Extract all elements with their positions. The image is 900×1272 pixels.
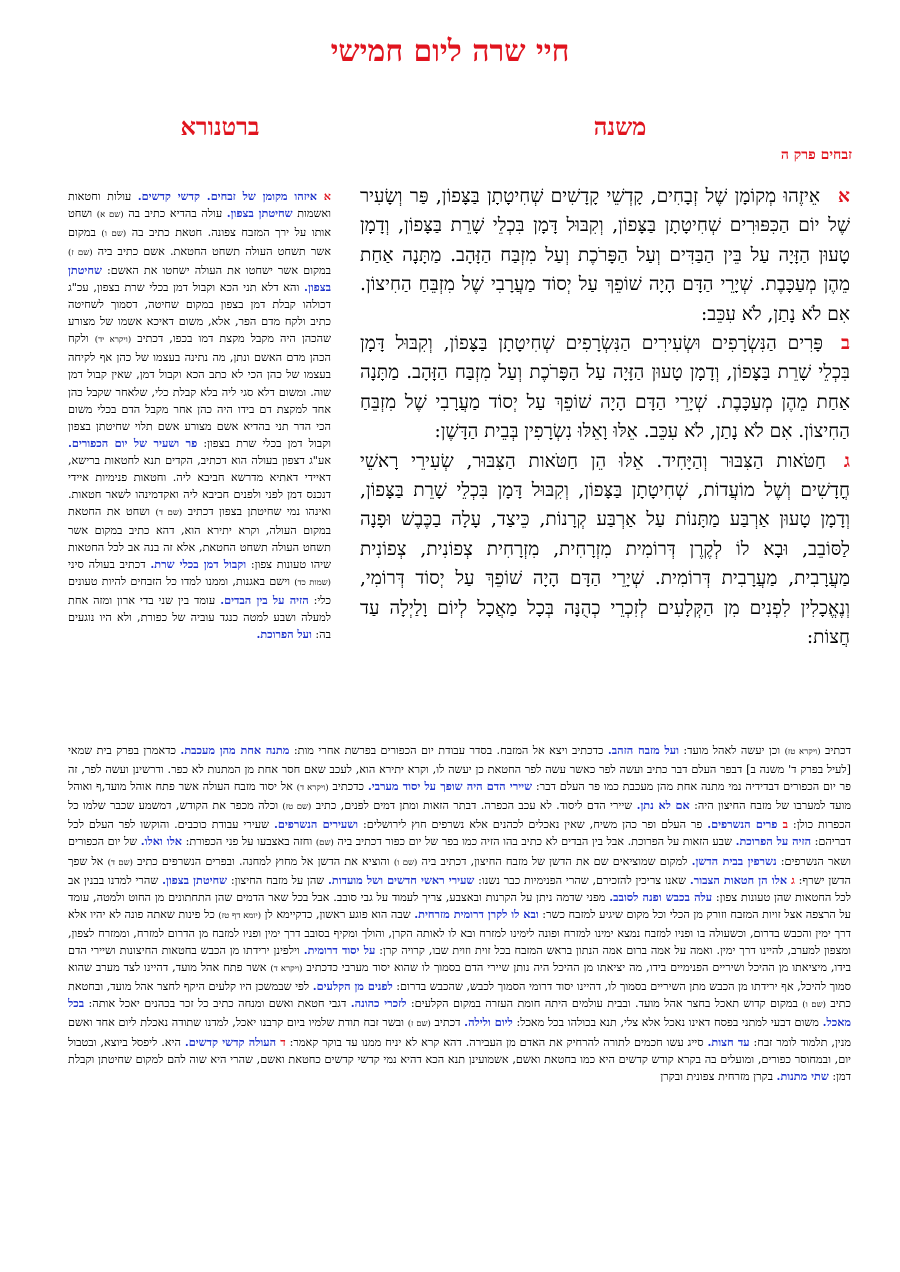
verse-reference: (שם ו) xyxy=(101,229,127,240)
verse-reference: (שם ו) xyxy=(393,857,418,868)
segment-text: פָּרִים הַנִּשְׂרָפִים וּשְׂעִירִים הַנִּשְׂרָפִים שְׁחִיטָתָן בַּצָּפוֹן, וְקִבּוּל דָּמָן בִּכְלֵי שָׁרֵת בַּצָּפוֹן, וְדָמָן טָעוּן הַזָּיָה עַל הַפָּרֹכֶת וְעַל מִזְבַּח הַזָּהָב. מַתָּנָה אַחַת מֵהֶן מְעַכָּבֶת. שְׁיָרֵי הַדָּם הָיָה שׁוֹפֵךְ עַל יְסוֹד מַעֲרָבִי שֶׁל מִזְבֵּחַ הַחִיצוֹן. אִם לֹא נָתַן, לֹא עִכֵּב. אֵלּוּ וָאֵלּוּ נִשְׂרָפִין בְּבֵית הַדָּשֶׁן: xyxy=(360,333,850,443)
commentary-text: ושחט אותו על ירך המזבח צפונה. חטאת כתיב בה xyxy=(68,207,331,240)
commentary-lemma: שחיטתן בצפון. xyxy=(68,263,331,295)
commentary-text: פר העלם ופר כהן משיח, שאין נאכלים לכהנים אלא נשרפים חוץ לירושלים: xyxy=(358,818,708,832)
commentary-text: שיירי הדם ליסוד. לא עכב הכפרה. דבתר הזאות ומתן דמים לפנים, כתיב xyxy=(311,799,637,813)
commentary-text: שהרי למדנו בבנין אב לכל החטאות שהן טעונות צפון: xyxy=(68,873,851,904)
mishnah-segment xyxy=(360,329,850,447)
verse-reference: (שמות כד) xyxy=(294,578,331,589)
bartenura-column-heading: ברטנורא xyxy=(180,112,260,141)
commentary-text: וילפינן ירידתו מן הכבש בחטאות החיצונות ושיירי הדם בידו, מיציאתו מן ההיכל ושיריים הפנימיים בידו, מה יציאתו מן ההיכל היה נותן שיירי הדם בסמוך לו שהוא יסוד מערבי כדכתיב xyxy=(68,944,851,975)
commentary-lemma: אלו ואלו. xyxy=(140,834,182,849)
commentary-lemma: אם לא נתן. xyxy=(636,798,690,813)
segment-text: חַטֹּאות הַצִּבּוּר וְהַיָּחִיד. אֵלּוּ הֵן חַטֹּאות הַצִּבּוּר, שְׂעִירֵי רָאשֵׁי חֳדָשִׁים וְשֶׁל מוֹעֲדוֹת, שְׁחִיטָתָן בַּצָּפוֹן, וְקִבּוּל דָּמָן בִּכְלֵי שָׁרֵת בַּצָּפוֹן, וְדָמָן טָעוּן אַרְבַּע מַתָּנוֹת עַל אַרְבַּע קְרָנוֹת, כֵּיצַד, עָלָה בַכֶּבֶשׁ וּפָנָה לַסּוֹבֵב, וּבָא לוֹ לְקֶרֶן דְּרוֹמִית מִזְרָחִית, מִזְרָחִית צְפוֹנִית, צְפוֹנִית מַעֲרָבִית, מַעֲרָבִית דְּרוֹמִית. שְׁיָרֵי הַדָּם הָיָה שׁוֹפֵךְ עַל יְסוֹד דְּרוֹמִי, וְנֶאֱכָלִין לִפְנִים מִן הַקְּלָעִים לְזִכְרֵי כְהֻנָּה בְּכָל מַאֲכָל לְיוֹם וָלַיְלָה עַד חֲצוֹת: xyxy=(360,450,850,649)
verse-reference: (שם ד) xyxy=(107,857,133,868)
commentary-lemma: ועל מזבח הזהב. xyxy=(607,743,679,757)
verse-reference: (שם ד) xyxy=(155,507,183,518)
commentary-text: היא. ליפסל ביוצא, ובטבול יום, ובמחוסר כפורים, ומועלים בה בקרא קודש קדשים היא כמו בחטאת ואשם, אשמועינן תנא הכא דהיא נמי קדשי קדשים כחטאת ואשם, שהרי היא שוה להם למקום שחיטתן וקבלת דמן: xyxy=(68,1035,851,1083)
commentary-text: במקום אשר תשחט העולה תשחט החטאת. אשם כתיב ביה xyxy=(68,226,331,259)
commentary-lemma: העולה קדשי קדשים. xyxy=(184,1034,277,1049)
commentary-text: לפי שבמשכן היו קלעים היקף לחצר אהל מועד, ובחטאת כתיב xyxy=(68,980,851,1011)
commentary-text: שאנו צריכין להזכירם, שהרי הפנימיות כבר נשנו: xyxy=(474,873,690,887)
commentary-text: דגבי חטאת ואשם ומנחה כתיב כל זכר בכהנים יאכל אותה: xyxy=(84,997,351,1011)
verse-reference: (שם ז) xyxy=(407,1019,431,1030)
commentary-text: משום דבעי למתני בפסח דאינו נאכל אלא צלי, תנא בכולהו בכל מאכל: xyxy=(512,1016,823,1030)
commentary-text: ולקח הכהן מדם האשם ונתן, מה נתינה בעצמו של כהן אף לקיחה בעצמו של כהן הכי לא כתב הכא וקבול דמן, שאין קבול דמן שוה. ומשום דלא סגי ליה בלא קבלת כלי, שלאחר שקבל כהן אחד למקצת דם בידו היה כהן אחר מקבל הדם בכלי משום הכי הדר תני בהדיא אשם מצורע אשם תלוי שחיטתן בצפון וקבול דמן בכלי שרת בצפון: xyxy=(68,332,331,450)
verse-reference: (יומא דף טז) xyxy=(218,910,262,921)
commentary-text: וישם באגנות, וממנו למדו כל הזבחים להיות טעונים כלי: xyxy=(68,575,331,608)
segment-letter: ג xyxy=(843,450,850,472)
commentary-lemma: וקבול דמן בכלי שרת. xyxy=(150,556,247,571)
commentary-text: ושחט את החטאת במקום העולה, וקרא יתירא הוא, דהא כתיב במקום אשר תשחט העולה תשחט החטאת, אלא זה בנה אב לכל החטאות שיהו טעונות צפון: xyxy=(68,504,331,571)
verse-reference: (שם) xyxy=(315,838,334,849)
mishnah-text xyxy=(360,182,850,742)
commentary-lemma: פר ושעיר של יום הכפורים. xyxy=(68,435,198,450)
segment-text: אֵיזֶהוּ מְקוֹמָן שֶׁל זְבָחִים, קָדְשֵׁי קָדָשִׁים שְׁחִיטָתָן בַּצָּפוֹן, פַּר וְשָׂעִיר שֶׁל יוֹם הַכִּפּוּרִים שְׁחִיטָתָן בַּצָּפוֹן, וְקִבּוּל דָּמָן בִּכְלֵי שָׁרֵת בַּצָּפוֹן, וְדָמָן טָעוּן הַזָּיָה עַל בֵּין הַבַּדִּים וְעַל הַפָּרֹכֶת וְעַל מִזְבַּח הַזָּהָב. מַתָּנָה אַחַת מֵהֶן מְעַכָּבֶת. שְׁיָרֵי הַדָּם הָיָה שׁוֹפֵךְ עַל יְסוֹד מַעֲרָבִי שֶׁל מִזְבֵּחַ הַחִיצוֹן. אִם לֹא נָתַן, לֹא עִכֵּב: xyxy=(360,186,850,325)
commentary-text: אל יסוד מזבח העולה אשר פתח אוהל מועד,ף ואוהל מועד למערבו של מזבח החיצון היה: xyxy=(68,780,851,813)
segment-letter: א xyxy=(838,186,850,207)
commentary-text: מפני שדמה ניתן על הקרנות ובאצבע, צריך לעמוד על גבי סובב. אבל בכל שאר הדמים שהן התחתונים מן החוט ולמטה, עומד על הרצפה אצל זויות המזבח וזורק מן הכלי וכל מקום שיגיע למזבח כשר: xyxy=(68,890,851,921)
commentary-lemma: שחיטתן בצפון. xyxy=(226,206,293,221)
commentary-lemma: שעירי ראשי חדשים ושל מועדות. xyxy=(327,872,475,887)
commentary-lemma: בכל מאכל. xyxy=(68,996,851,1030)
commentary-text: ובשר זבח תודת שלמיו ביום קרבנו יאכל, למדנו שתודה נאכלת ליום אחד ואשם מנין, תלמוד לומר זבח: xyxy=(68,1016,851,1049)
bartenura-column-text xyxy=(68,188,331,748)
commentary-text: עולות וחטאות ואשמות xyxy=(68,190,331,221)
segment-letter: ב xyxy=(841,333,850,355)
commentary-text: במקום אשר ישחטו את העולה ישחטו את האשם: xyxy=(101,264,331,278)
commentary-lemma: נשרפין בבית הדשן. xyxy=(691,853,777,868)
commentary-lemma: פרים הנשרפים. xyxy=(707,817,778,832)
commentary-text: וכלה מכפר את הקודש, דמשמע שכבר שלמו כל הכפרות כולן: xyxy=(68,799,851,832)
commentary-text: כדאמרן בפרק בית שמאי [לעיל בפרק ד' משנה ב] דבפר העלם דבר כתיב ועשה לפר כאשר עשה לפר החטאת כן יעשה לו, וקרא יתירא הוא, לעכב שאם חסר אחת מן המתנות לא כפר. ודרשינן ועשה לפר, זה פר יום הכפורים דבדידיה נמי מתנה אחת מהן מעכבת כמו פר העלם דבר: xyxy=(68,744,851,794)
commentary-text: עולה בהדיא כתיב בה xyxy=(123,207,227,221)
commentary-lemma: ובא לו לקרן דרומית מזרחית. xyxy=(414,906,539,921)
verse-reference: (שם ז) xyxy=(68,248,93,259)
commentary-text: כדכתיב xyxy=(328,780,368,794)
commentary-text: כדכתיב ויצא אל המזבח. בסדר עבודת יום הכפורים בפרשת אחרי מות: xyxy=(289,744,608,757)
commentary-lemma: הזיה על הפרוכת. xyxy=(735,834,812,849)
commentary-lemma: אלו הן חטאות הצבור. xyxy=(689,872,788,887)
commentary-text: דכתיב xyxy=(820,744,851,757)
mishnah-segment xyxy=(360,447,850,653)
commentary-lemma: שתי מתנות. xyxy=(776,1068,829,1083)
commentary-lemma: הזיה על בין הבדים. xyxy=(220,593,309,608)
commentary-segment-letter: א xyxy=(316,189,331,203)
commentary-text: והא דלא תני הכא וקבול דמן בכלי שרת בצפון, עכ"ג דכולהו קבלת דמן בצפון במקום שחיטה, דסמוך לשחיטה כתיב ולקח מדם הפר, אלא, משום דאיכא אשמו של מצורע שהכהן היה מקבל מקצת דמו בכפו, דכתיב xyxy=(68,281,331,346)
verse-reference: (שם טז) xyxy=(282,802,312,813)
page-title: חיי שרה ליום חמישי xyxy=(330,34,570,69)
commentary-lemma: איזהו מקומן של זבחים. קדשי קדשים. xyxy=(137,189,317,203)
mishnah-segment xyxy=(360,182,850,329)
commentary-text: במקום קדוש תאכל בחצר אהל מועד. ובבית עולמים היתה חומת העזרה במקום הקלעים: xyxy=(406,997,803,1011)
commentary-text: שהן על מזבח החיצון: xyxy=(227,873,328,887)
commentary-text: וכן יעשה לאהל מועד: xyxy=(678,744,785,757)
commentary-text: והוציא את הדשן אל מחוץ למחנה. ובפרים הנשרפים כתיב xyxy=(132,854,394,868)
commentary-lemma: ועל הפרוכת. xyxy=(256,627,312,642)
chapter-label: זבחים פרק ה xyxy=(780,147,852,163)
verse-reference: (ויקרא ד) xyxy=(296,783,329,794)
commentary-lemma: עד חצות. xyxy=(707,1034,750,1049)
commentary-text: שבה הוא פוגע ראשון, כדקיימא לן xyxy=(261,907,415,921)
commentary-lemma: עלה בכבש ופנה לסובב. xyxy=(609,889,713,904)
commentary-text: למקום שמוציאים שם את הדשן של מזבח החיצון, דכתיב ביה xyxy=(417,854,692,868)
commentary-text: אע"ג דצפון בעולה הוא דכתיב, הקדים תנא לחטאות ברישא, דאיידי דאתיא מדרשא חביבא ליה. וחטאות פנימיות איידי דנכנס דמן לפני ולפנים חביבא ליה ואקדמינהו לשאר חטאות. ואינהו נמי שחיטתן בצפון דכתיב xyxy=(68,453,331,518)
commentary-text: דכתיב בעולה סיני xyxy=(68,557,151,571)
commentary-text: אל שפך הדשן ישרף: xyxy=(68,854,851,887)
commentary-lemma: מתנה אחת מהן מעכבת. xyxy=(180,743,290,757)
commentary-text: שבע הזאות על הפרוכת. אבל בין הבדים לא כתיב בהו הזיה כמו בפר של יום כפור דכתיב ביה xyxy=(333,835,736,849)
commentary-segment-letter: ב xyxy=(777,817,789,832)
commentary-text: סייג עשו חכמים לתורה להרחיק את האדם מן העבירה. דהא קרא לא יניח ממנו עד בוקר קאמר: xyxy=(285,1035,708,1049)
verse-reference: (שם א) xyxy=(96,210,124,221)
commentary-lemma: שיירי הדם היה שופך על יסוד מערבי. xyxy=(367,779,532,794)
commentary-lemma: לפנים מן הקלעים. xyxy=(312,979,393,994)
commentary-text: וחזה באצבעו על פני הכפורת: xyxy=(182,835,316,849)
commentary-lemma: שחיטתן בצפון. xyxy=(162,872,228,887)
commentary-segment-letter: ג xyxy=(787,872,795,887)
commentary-lemma: על יסוד דרומית. xyxy=(303,943,376,958)
verse-reference: (שם ו) xyxy=(802,1000,826,1011)
commentary-text: עומד בין שני בדי ארון ומזה אחת למעלה ושבע למטה כנגד עוביה של כפורת, ולא היו נוגעים בה: xyxy=(68,594,331,642)
commentary-text: שעירי עבודת כוכבים. והוקשו לפר העלם לכל דבריהם: xyxy=(68,818,851,849)
commentary-lemma: ליום ולילה. xyxy=(464,1015,513,1030)
verse-reference: (ויקרא יד) xyxy=(94,335,132,346)
verse-reference: (ויקרא ד) xyxy=(270,964,303,975)
commentary-text: אשר פתח אהל מועד, דהיינו לצד מערב שהוא סמוך להיכל, אף ירידתו מן הכבש מתן השיריים בסמוך לו, דהיינו יסוד דרומי הסמוך לכבש, שהכבש בדרום: xyxy=(68,961,851,994)
commentary-text: כל פינות שאתה פונה לא יהיו אלא דרך ימין והכבש בדרום, וכשעולה בו ופניו למזבח נמצא ימינו למזרח ופונה לימינו למזרח ובא לו לאותה הקרן, והולך ומקיף בסובב דרך ימין ופניו למזבח מן הדרום למזרח, וממזרח לצפון, ומצפון למערב, להיינו דרך ימין. ואמה על אמה ברום אמה הנתון בראש המזבח בכל זוית וזוית שבו, קרויה קרן: xyxy=(68,907,851,958)
commentary-lemma: לזכרי כהונה. xyxy=(350,996,407,1011)
commentary-text: בקרן מזרחית צפונית ובקרן xyxy=(660,1069,777,1083)
bartenura-continuation-text xyxy=(68,742,851,1212)
commentary-text: של יום הכפורים ושאר הנשרפים: xyxy=(68,835,851,868)
commentary-lemma: ושעירים הנשרפים. xyxy=(273,817,359,832)
commentary-segment-letter: ד xyxy=(276,1034,286,1049)
mishnah-column-heading: משנה xyxy=(593,112,647,141)
verse-reference: (ויקרא טז) xyxy=(784,747,821,757)
commentary-text: דכתיב xyxy=(430,1016,465,1030)
